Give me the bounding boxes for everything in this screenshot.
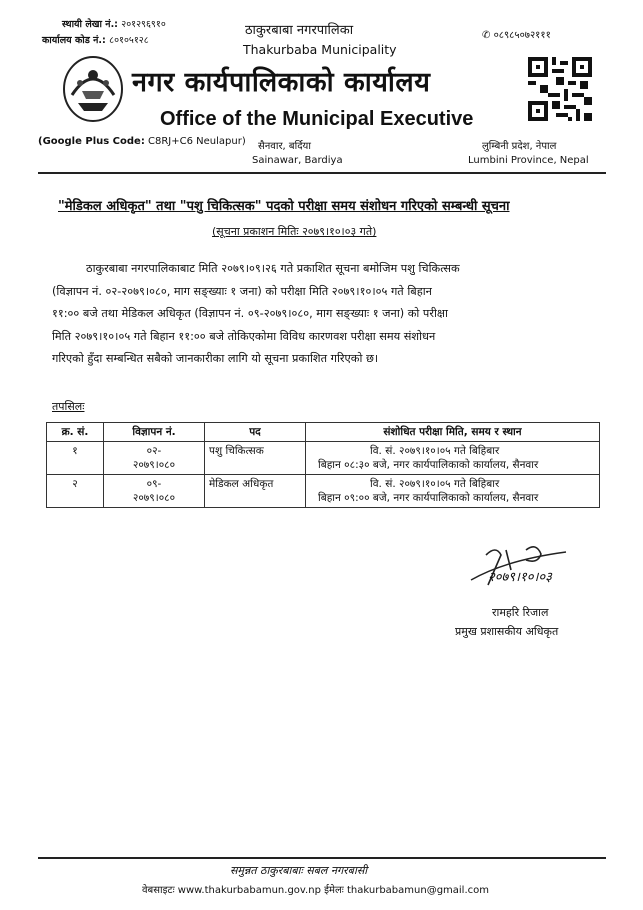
col-header-post: पद	[205, 423, 306, 442]
footer-divider	[38, 857, 606, 859]
exam-schedule-table	[46, 422, 600, 508]
cell-sn: २	[47, 475, 104, 508]
cell-post: मेडिकल अधिकृत	[205, 475, 306, 508]
province-en: Lumbini Province, Nepal	[468, 155, 589, 166]
phone-number: ✆ ०८९८५०७२१११	[482, 30, 551, 41]
table-row	[47, 475, 600, 508]
body-line: मिति २०७९।१०।०५ गते बिहान ११:०० बजे तोकिएकोमा विविध कारणवश परीक्षा समय संशोधन	[52, 329, 436, 343]
publication-date: (सूचना प्रकाशन मितिः २०७९।१०।०३ गते)	[212, 225, 377, 238]
office-code: कार्यालय कोड नं.: ८०१०५१२८	[42, 35, 149, 46]
body-line: (विज्ञापन नं. ०२-२०७९।०८०, माग सङ्ख्याः १ जना) को परीक्षा मिति २०७९।१०।०५ गते बिहान	[52, 284, 432, 298]
permanent-account-number: स्थायी लेखा नं.: २०१२९६९१०	[62, 19, 166, 30]
table-row	[47, 442, 600, 475]
municipality-name-en: Thakurbaba Municipality	[243, 42, 397, 57]
cell-schedule: वि. सं. २०७९।१०।०५ गते बिहिबार बिहान ०८:३० बजे, नगर कार्यपालिकाको कार्यालय, सैनवार	[306, 442, 600, 475]
cell-sn: १	[47, 442, 104, 475]
location-np: सैनवार, बर्दिया	[258, 141, 311, 152]
notice-body	[52, 258, 600, 371]
col-header-revised-schedule: संशोधित परीक्षा मिति, समय र स्थान	[306, 423, 600, 442]
website-link[interactable]: www.thakurbabamun.gov.np	[177, 885, 321, 896]
notice-title: "मेडिकल अधिकृत" तथा "पशु चिकित्सक" पदको परीक्षा समय संशोधन गरिएको सम्बन्धी सूचना	[58, 199, 510, 214]
nepal-emblem-icon	[62, 55, 124, 123]
cell-schedule: वि. सं. २०७९।१०।०५ गते बिहिबार बिहान ०९:०० बजे, नगर कार्यपालिकाको कार्यालय, सैनवार	[306, 475, 600, 508]
body-line: ठाकुरबाबा नगरपालिकाबाट मिति २०७९।०९।२६ गते प्रकाशित सूचना बमोजिम पशु चिकित्सक	[86, 262, 460, 275]
location-en: Sainawar, Bardiya	[252, 155, 343, 166]
signatory-name: रामहरि रिजाल	[492, 606, 549, 619]
signatory-designation: प्रमुख प्रशासकीय अधिकृत	[455, 625, 559, 638]
email-link[interactable]: thakurbabamun@gmail.com	[347, 885, 489, 896]
body-line: गरिएको हुँदा सम्बन्धित सबैको जानकारीका लागि यो सूचना प्रकाशित गरिएको छ।	[52, 352, 379, 365]
handwritten-date: २०७९।१०।०३	[488, 570, 552, 585]
qr-code-icon	[528, 57, 592, 121]
office-name-en: Office of the Municipal Executive	[160, 108, 474, 130]
cell-post: पशु चिकित्सक	[205, 442, 306, 475]
header-divider	[38, 172, 606, 174]
footer-slogan: समुन्नत ठाकुरबाबाः सबल नगरबासी	[230, 864, 368, 877]
phone-icon: ✆	[482, 30, 491, 41]
office-name-np: नगर कार्यपालिकाको कार्यालय	[132, 67, 431, 98]
cell-ad-no: ०२- २०७९।०८०	[104, 442, 205, 475]
footer-contact: वेबसाइटः www.thakurbabamun.gov.np ईमेलः thakurbabamun@gmail.com	[142, 885, 489, 896]
table-header-row	[47, 423, 600, 442]
body-line: ११:०० बजे तथा मेडिकल अधिकृत (विज्ञापन नं. ०९-२०७९।०८०, माग सङ्ख्याः १ जना) को परीक्षा	[52, 307, 448, 320]
cell-ad-no: ०९- २०७९।०८०	[104, 475, 205, 508]
province-np: लुम्बिनी प्रदेश, नेपाल	[482, 141, 557, 152]
google-plus-code: (Google Plus Code: C8RJ+C6 Neulapur)	[38, 136, 246, 147]
municipality-name-np: ठाकुरबाबा नगरपालिका	[245, 23, 354, 38]
details-label: तपसिलः	[52, 400, 85, 413]
col-header-ad-no: विज्ञापन नं.	[104, 423, 205, 442]
col-header-sn: क्र. सं.	[47, 423, 104, 442]
